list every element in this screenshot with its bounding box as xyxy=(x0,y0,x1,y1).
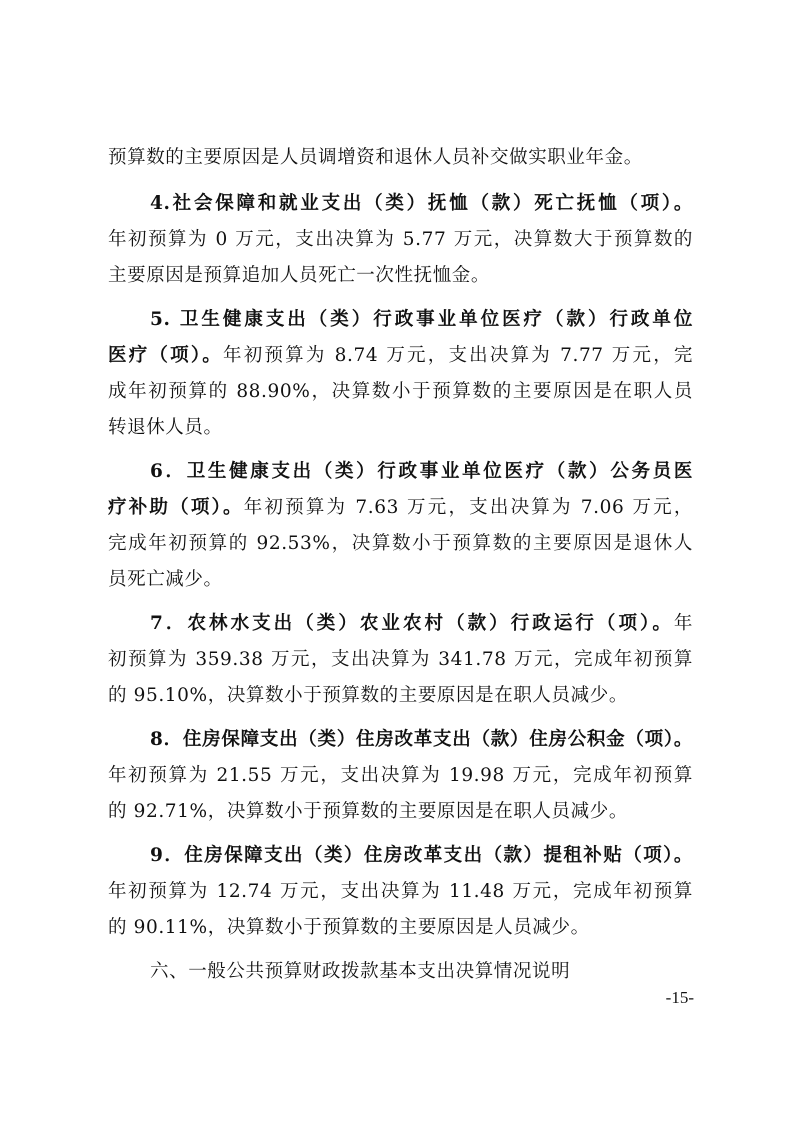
item-9-heading xyxy=(150,842,693,870)
text-segment: 的 95.10%，决算数小于预算数的主要原因是在职人员减少。 xyxy=(108,685,628,706)
text-segment: 年初预算为 7.63 万元，支出决算为 7.06 万元， xyxy=(243,497,693,518)
text-segment: 预算数的主要原因是人员调增资和退休人员补交做实职业年金。 xyxy=(108,147,643,168)
bold-text-segment: 5. 卫生健康支出（类）行政事业单位医疗（款）行政单位 xyxy=(150,309,693,330)
text-line xyxy=(108,530,693,558)
text-line xyxy=(108,262,693,290)
text-line xyxy=(108,878,693,906)
item-7-heading xyxy=(150,610,693,638)
text-segment: 成年初预算的 88.90%，决算数小于预算数的主要原因是在职人员 xyxy=(108,381,693,402)
text-segment: 员死亡减少。 xyxy=(108,569,223,590)
text-line xyxy=(108,914,693,942)
text-line xyxy=(108,414,693,442)
bold-text-segment: 8．住房保障支出（类）住房改革支出（款）住房公积金（项）。 xyxy=(150,729,693,750)
text-segment: 的 92.71%，决算数小于预算数的主要原因是在职人员减少。 xyxy=(108,801,628,822)
bold-text-segment: 6．卫生健康支出（类）行政事业单位医疗（款）公务员医 xyxy=(150,461,693,482)
text-segment: 年 xyxy=(673,613,693,634)
item-4-heading xyxy=(150,190,693,218)
text-segment: 年初预算为 8.74 万元，支出决算为 7.77 万元，完 xyxy=(223,345,693,366)
text-segment: 的 90.11%，决算数小于预算数的主要原因是人员减少。 xyxy=(108,917,590,938)
text-line xyxy=(108,762,693,790)
text-line xyxy=(108,798,693,826)
text-segment: 初预算为 359.38 万元，支出决算为 341.78 万元，完成年初预算 xyxy=(108,649,693,670)
text-line xyxy=(108,646,693,674)
bold-text-segment: 4.社会保障和就业支出（类）抚恤（款）死亡抚恤（项）。 xyxy=(150,193,693,214)
item-8-heading xyxy=(150,726,693,754)
bold-text-segment: 9．住房保障支出（类）住房改革支出（款）提租补贴（项）。 xyxy=(150,845,693,866)
text-line xyxy=(108,342,693,370)
section-heading: 六、一般公共预算财政拨款基本支出决算情况说明 xyxy=(150,961,571,982)
text-segment: 主要原因是预算追加人员死亡一次性抚恤金。 xyxy=(108,265,491,286)
item-5-heading xyxy=(150,306,693,334)
text-line xyxy=(108,566,693,594)
bold-text-segment: 7．农林水支出（类）农业农村（款）行政运行（项）。 xyxy=(150,613,674,634)
text-segment: 年初预算为 0 万元，支出决算为 5.77 万元，决算数大于预算数的 xyxy=(108,229,693,250)
bold-text-segment: 疗补助（项）。 xyxy=(108,497,244,518)
text-segment: 完成年初预算的 92.53%，决算数小于预算数的主要原因是退休人 xyxy=(108,533,693,554)
text-line xyxy=(108,226,693,254)
item-6-heading xyxy=(150,458,693,486)
page-number: -15- xyxy=(665,988,694,1007)
text-line xyxy=(108,494,693,522)
text-segment: 转退休人员。 xyxy=(108,417,223,438)
text-segment: 年初预算为 21.55 万元，支出决算为 19.98 万元，完成年初预算 xyxy=(108,765,693,786)
text-line xyxy=(108,682,693,710)
text-segment: 年初预算为 12.74 万元，支出决算为 11.48 万元，完成年初预算 xyxy=(108,881,693,902)
bold-text-segment: 医疗（项）。 xyxy=(108,345,224,366)
text-line xyxy=(108,378,693,406)
text-line xyxy=(108,144,693,172)
